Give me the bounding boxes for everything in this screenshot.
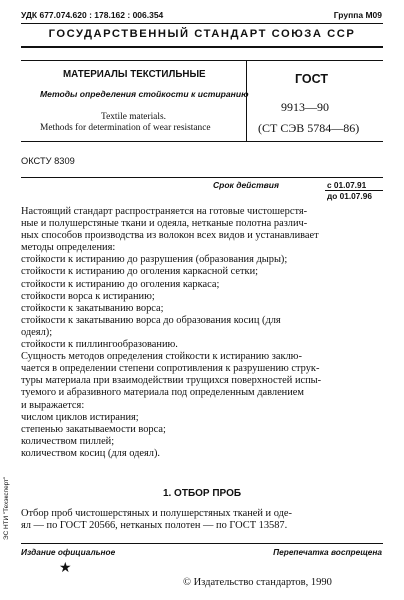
udk-code: УДК 677.074.620 : 178.162 : 006.354 bbox=[21, 10, 164, 20]
gost-number: 9913—90 bbox=[281, 100, 329, 114]
validity-label: Срок действия bbox=[213, 180, 279, 190]
copyright-notice: © Издательство стандартов, 1990 bbox=[183, 577, 332, 588]
official-edition-label: Издание официальное bbox=[21, 547, 116, 557]
body-text bbox=[21, 206, 383, 460]
gost-label: ГОСТ bbox=[295, 72, 328, 86]
body-line: туемого и абразивного материала под определенным давлением bbox=[21, 387, 304, 399]
validity-from: с 01.07.91 bbox=[327, 180, 367, 190]
star-icon: ★ bbox=[59, 561, 72, 576]
body-line: числом циклов истирания; bbox=[21, 411, 139, 423]
section-line: ял — по ГОСТ 20566, нетканых полотен — по ГОСТ 13587. bbox=[21, 520, 288, 532]
body-line: одеял); bbox=[21, 326, 53, 338]
body-line: стойкости к истиранию до оголения каркаса; bbox=[21, 278, 220, 290]
title-box-bottom-rule bbox=[21, 141, 383, 142]
reprint-prohibited-label: Перепечатка воспрещена bbox=[273, 547, 382, 557]
validity-top-rule bbox=[21, 177, 383, 178]
body-line: количеством пиллей; bbox=[21, 435, 115, 447]
body-line: стойкости к истиранию до разрушения (образования дыры); bbox=[21, 254, 288, 266]
body-line: чается в определении степени сопротивления к разрушению струк- bbox=[21, 363, 320, 375]
title-box-top-rule bbox=[21, 60, 383, 61]
body-line: и выражается: bbox=[21, 399, 85, 411]
body-line: методы определения: bbox=[21, 242, 116, 254]
body-line: ные и полушерстяные ткани и одеяла, нетканые полотна различ- bbox=[21, 218, 308, 230]
validity-to: до 01.07.96 bbox=[327, 191, 372, 201]
header-rule-bottom bbox=[21, 46, 383, 48]
body-line: степенью закатываемости ворса; bbox=[21, 423, 166, 435]
document-title: МАТЕРИАЛЫ ТЕКСТИЛЬНЫЕ bbox=[63, 69, 206, 80]
body-line: стойкости к истиранию до оголения каркасной сетки; bbox=[21, 266, 259, 278]
section-line: Отбор проб чистошерстяных и полушерстяных тканей и оде- bbox=[21, 508, 292, 519]
body-line: стойкости к пиллингообразованию. bbox=[21, 339, 178, 351]
body-line: стойкости к закатыванию ворса; bbox=[21, 302, 164, 314]
okstu-code: ОКСТУ 8309 bbox=[21, 156, 75, 166]
title-box-divider bbox=[246, 60, 247, 141]
english-title-line-2: Methods for determination of wear resistance bbox=[40, 123, 211, 133]
english-title-line-1: Textile materials. bbox=[101, 112, 166, 122]
group-code: Группа М09 bbox=[333, 10, 382, 20]
standard-banner: ГОСУДАРСТВЕННЫЙ СТАНДАРТ СОЮЗА ССР bbox=[48, 28, 356, 40]
body-line: ных способов производства из волокон всех видов и устанавливает bbox=[21, 230, 319, 242]
body-line: Сущность методов определения стойкости к истиранию заклю- bbox=[21, 351, 302, 363]
header-rule-top bbox=[21, 23, 383, 24]
body-line: Настоящий стандарт распространяется на готовые чистошерстя- bbox=[21, 206, 308, 217]
cev-number: (СТ СЭВ 5784—86) bbox=[258, 121, 360, 135]
footer-rule bbox=[21, 543, 383, 544]
body-line: количеством косиц (для одеял). bbox=[21, 447, 161, 459]
body-line: стойкости к закатыванию ворса до образования косиц (для bbox=[21, 314, 281, 326]
section-text bbox=[21, 508, 383, 532]
document-subtitle: Методы определения стойкости к истиранию bbox=[40, 89, 249, 99]
body-line: стойкости ворса к истиранию; bbox=[21, 290, 155, 302]
body-line: туры материала при взаимодействии трущихся поверхностей испы- bbox=[21, 375, 322, 387]
section-heading: 1. ОТБОР ПРОБ bbox=[162, 488, 242, 499]
side-watermark: ЭС НТИ "Техэксперт" bbox=[3, 476, 10, 540]
